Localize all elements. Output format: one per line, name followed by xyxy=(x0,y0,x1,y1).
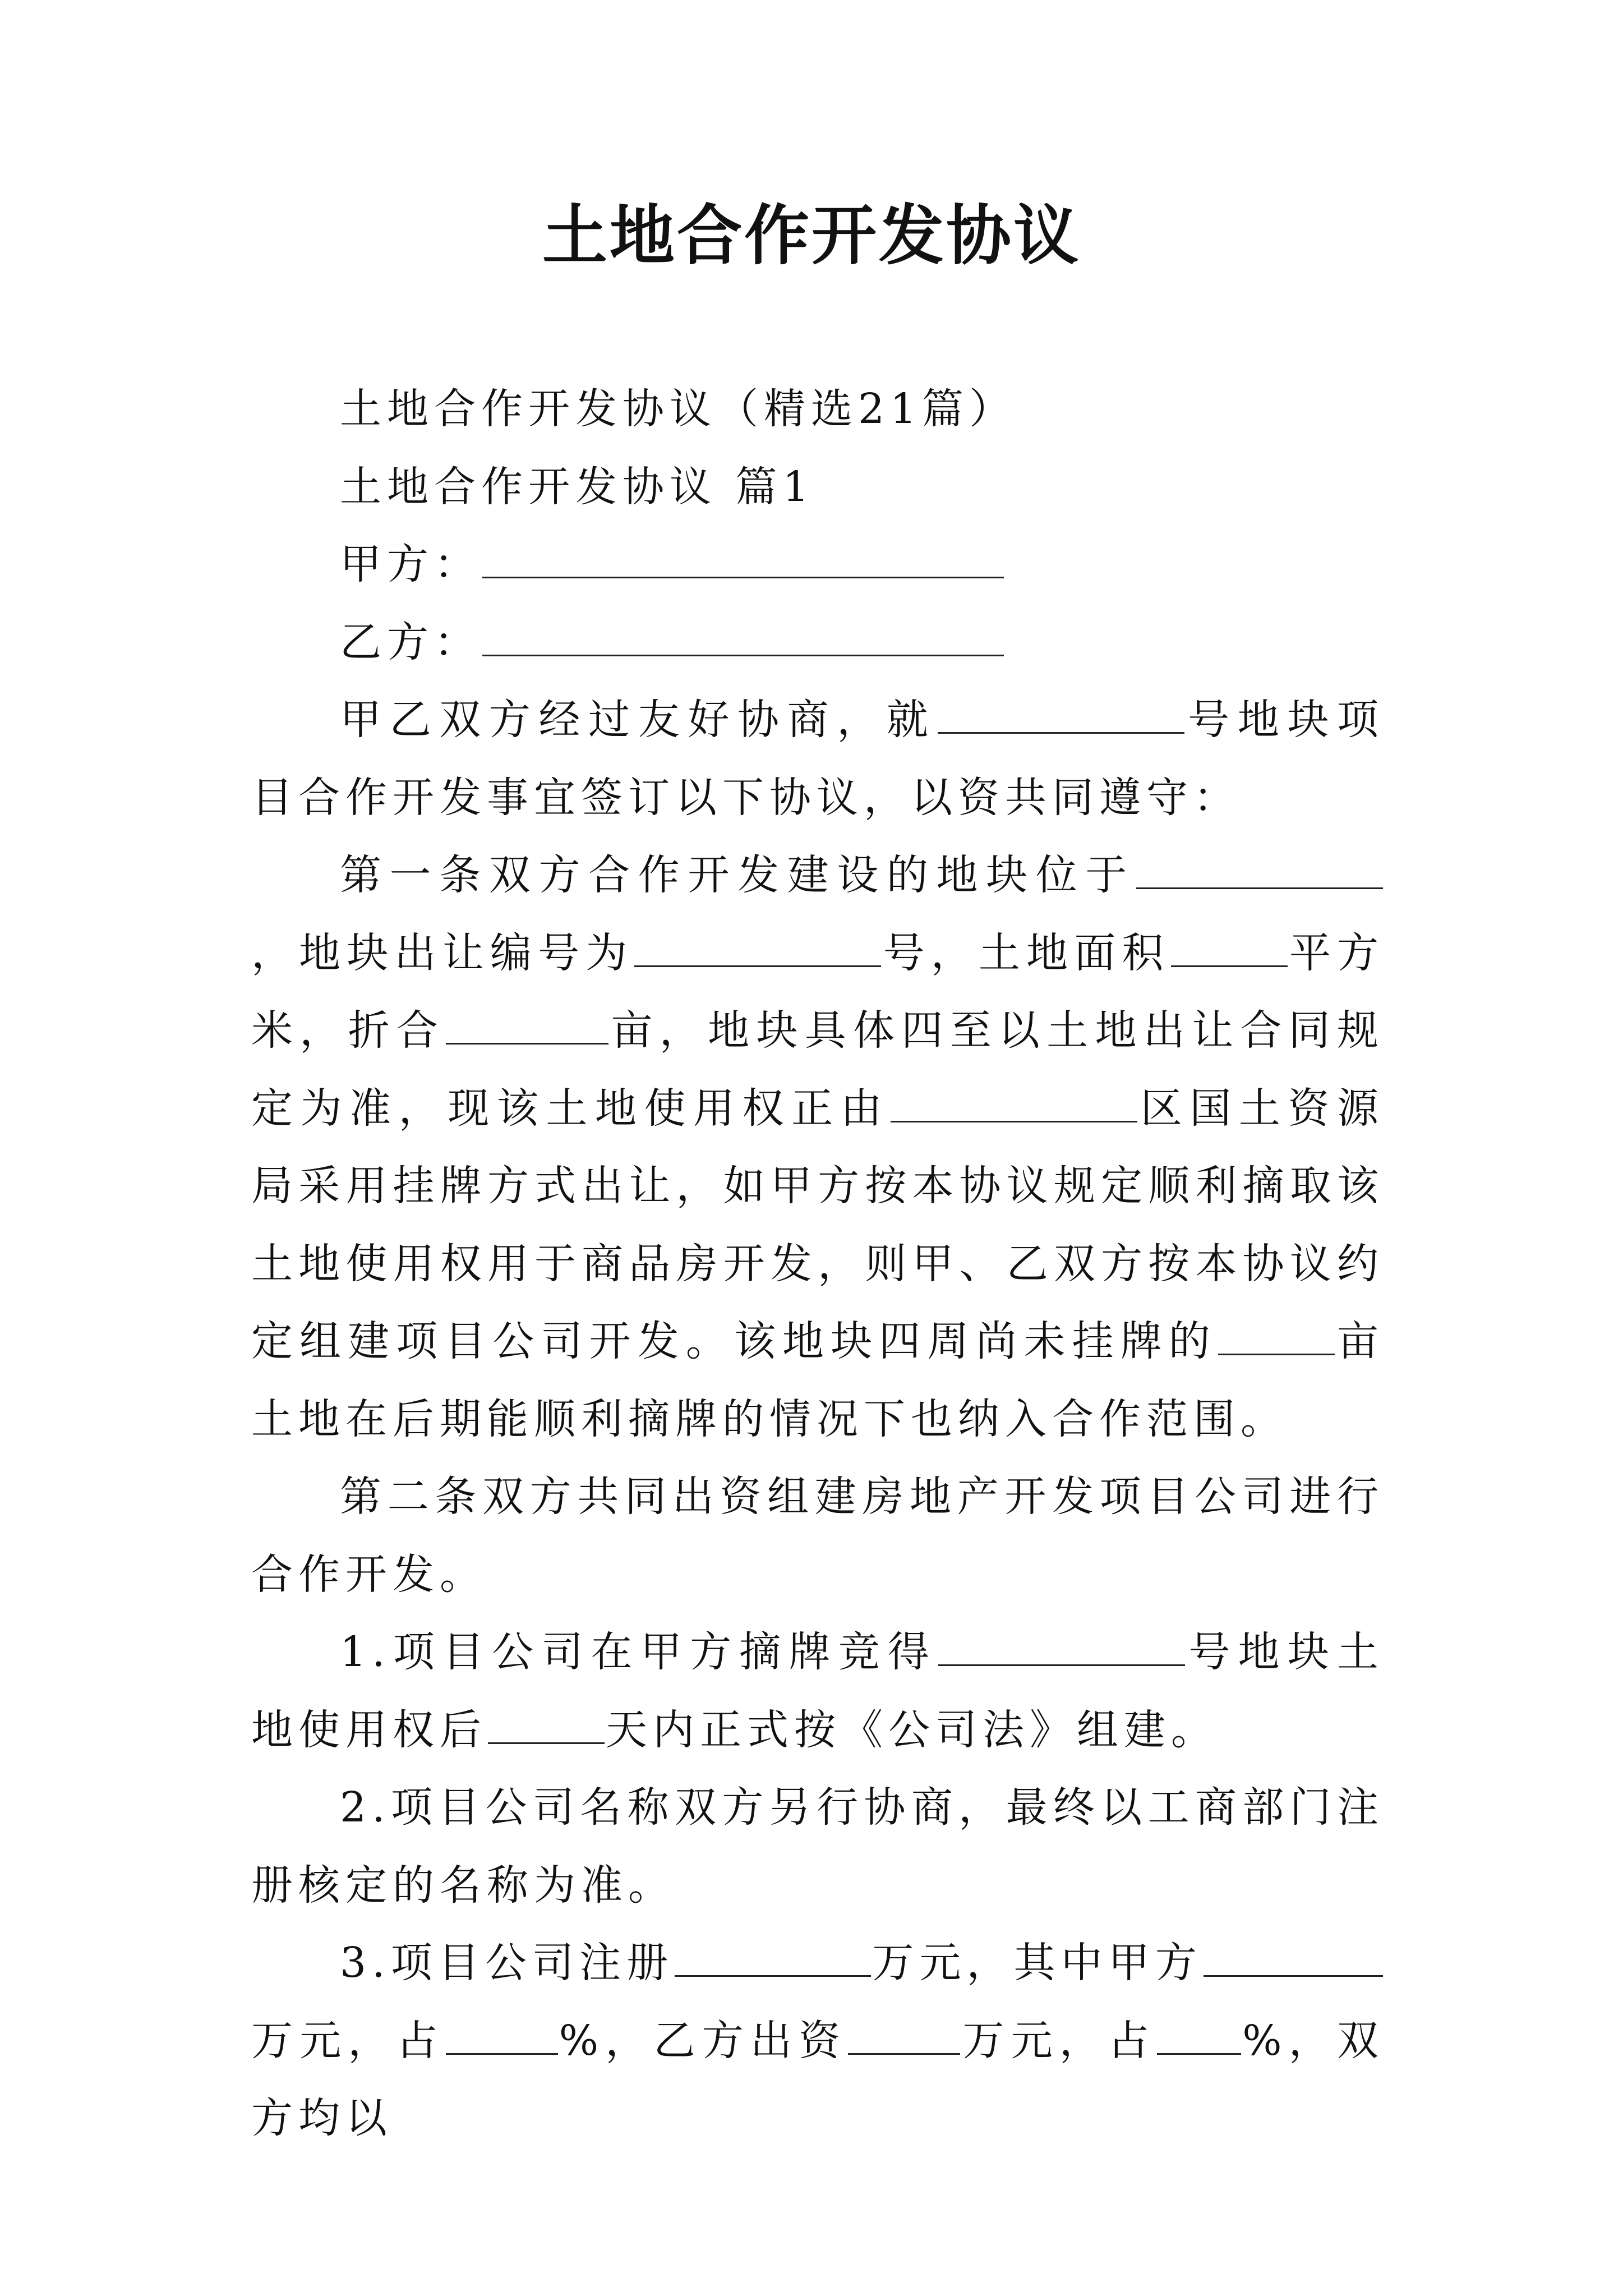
area-sqm-blank xyxy=(1171,932,1288,967)
days-blank xyxy=(488,1709,605,1744)
area-mu-blank xyxy=(446,1009,608,1045)
party-b-line xyxy=(251,604,1384,682)
intro-paragraph xyxy=(251,681,1384,836)
article-1-paragraph xyxy=(251,836,1384,1458)
item-1-text-2: 号地块土地使用权后 xyxy=(251,1628,1385,1754)
party-b-label: 乙方： xyxy=(340,618,481,666)
item-1-paragraph xyxy=(251,1613,1384,1769)
article-1-text-1: 第一条双方合作开发建设的地块位于 xyxy=(340,851,1135,899)
acquired-plot-blank xyxy=(938,1631,1185,1666)
article-1-text-4: 平方米，折合 xyxy=(251,928,1385,1055)
article-1-text-3: 号，土地面积 xyxy=(882,928,1170,977)
intro-text-2: 号地块项目合作开发事宜签订以下协议，以资共同遵守： xyxy=(251,696,1384,822)
remaining-mu-blank xyxy=(1218,1320,1335,1355)
party-a-blank xyxy=(482,543,1004,578)
item-3-paragraph xyxy=(251,1924,1384,2157)
item-3-text-2: 万元，其中甲方 xyxy=(872,1939,1203,1987)
item-1-text-3: 天内正式按《公司法》组建。 xyxy=(606,1705,1218,1754)
party-a-line xyxy=(251,526,1384,604)
party-b-blank xyxy=(482,621,1004,656)
district-blank xyxy=(891,1087,1137,1122)
party-b-capital-blank xyxy=(848,2019,960,2055)
registered-capital-blank xyxy=(675,1941,871,1977)
chapter-heading: 土地合作开发协议 篇1 xyxy=(340,462,815,511)
item-3-text-3: 万元，占 xyxy=(251,2016,445,2065)
article-1-text-6: 区国土资源局采用挂牌方式出让，如甲方按本协议规定顺利摘取该土地使用权用于商品房开发，则甲、乙双方按本协议约定组建项目公司开发。该地块四周尚未挂牌的 xyxy=(251,1084,1385,1365)
location-blank xyxy=(1136,854,1383,889)
article-1-text-2: ，地块出让编号为 xyxy=(251,928,634,977)
item-3-text-4: %，乙方出资 xyxy=(559,2016,847,2065)
document-title: 土地合作开发协议 xyxy=(542,197,1081,274)
party-b-percent-blank xyxy=(1157,2019,1241,2055)
article-1-text-5: 亩，地块具体四至以土地出让合同规定为准，现该土地使用权正由 xyxy=(251,1006,1385,1133)
article-2-paragraph: 第二条双方共同出资组建房地产开发项目公司进行合作开发。 xyxy=(251,1473,1384,1599)
party-a-label: 甲方： xyxy=(340,540,481,588)
item-3-text-1: 3.项目公司注册 xyxy=(340,1939,674,1987)
transfer-number-blank xyxy=(634,932,881,967)
subtitle: 土地合作开发协议（精选21篇） xyxy=(340,385,1017,433)
item-2-paragraph: 2.项目公司名称双方另行协商，最终以工商部门注册核定的名称为准。 xyxy=(251,1783,1384,1910)
document-body xyxy=(251,370,1384,2157)
item-3-text-6: %，双方均以 xyxy=(251,2016,1384,2142)
party-a-percent-blank xyxy=(446,2019,558,2055)
article-1-text-7: 亩土地在后期能顺利摘牌的情况下也纳入合作范围。 xyxy=(251,1317,1385,1443)
item-3-text-5: 万元，占 xyxy=(961,2016,1156,2065)
plot-number-blank xyxy=(938,698,1184,734)
party-a-capital-blank xyxy=(1204,1941,1383,1977)
item-1-text-1: 1.项目公司在甲方摘牌竞得 xyxy=(340,1628,938,1676)
intro-text-1: 甲乙双方经过友好协商，就 xyxy=(340,696,937,744)
